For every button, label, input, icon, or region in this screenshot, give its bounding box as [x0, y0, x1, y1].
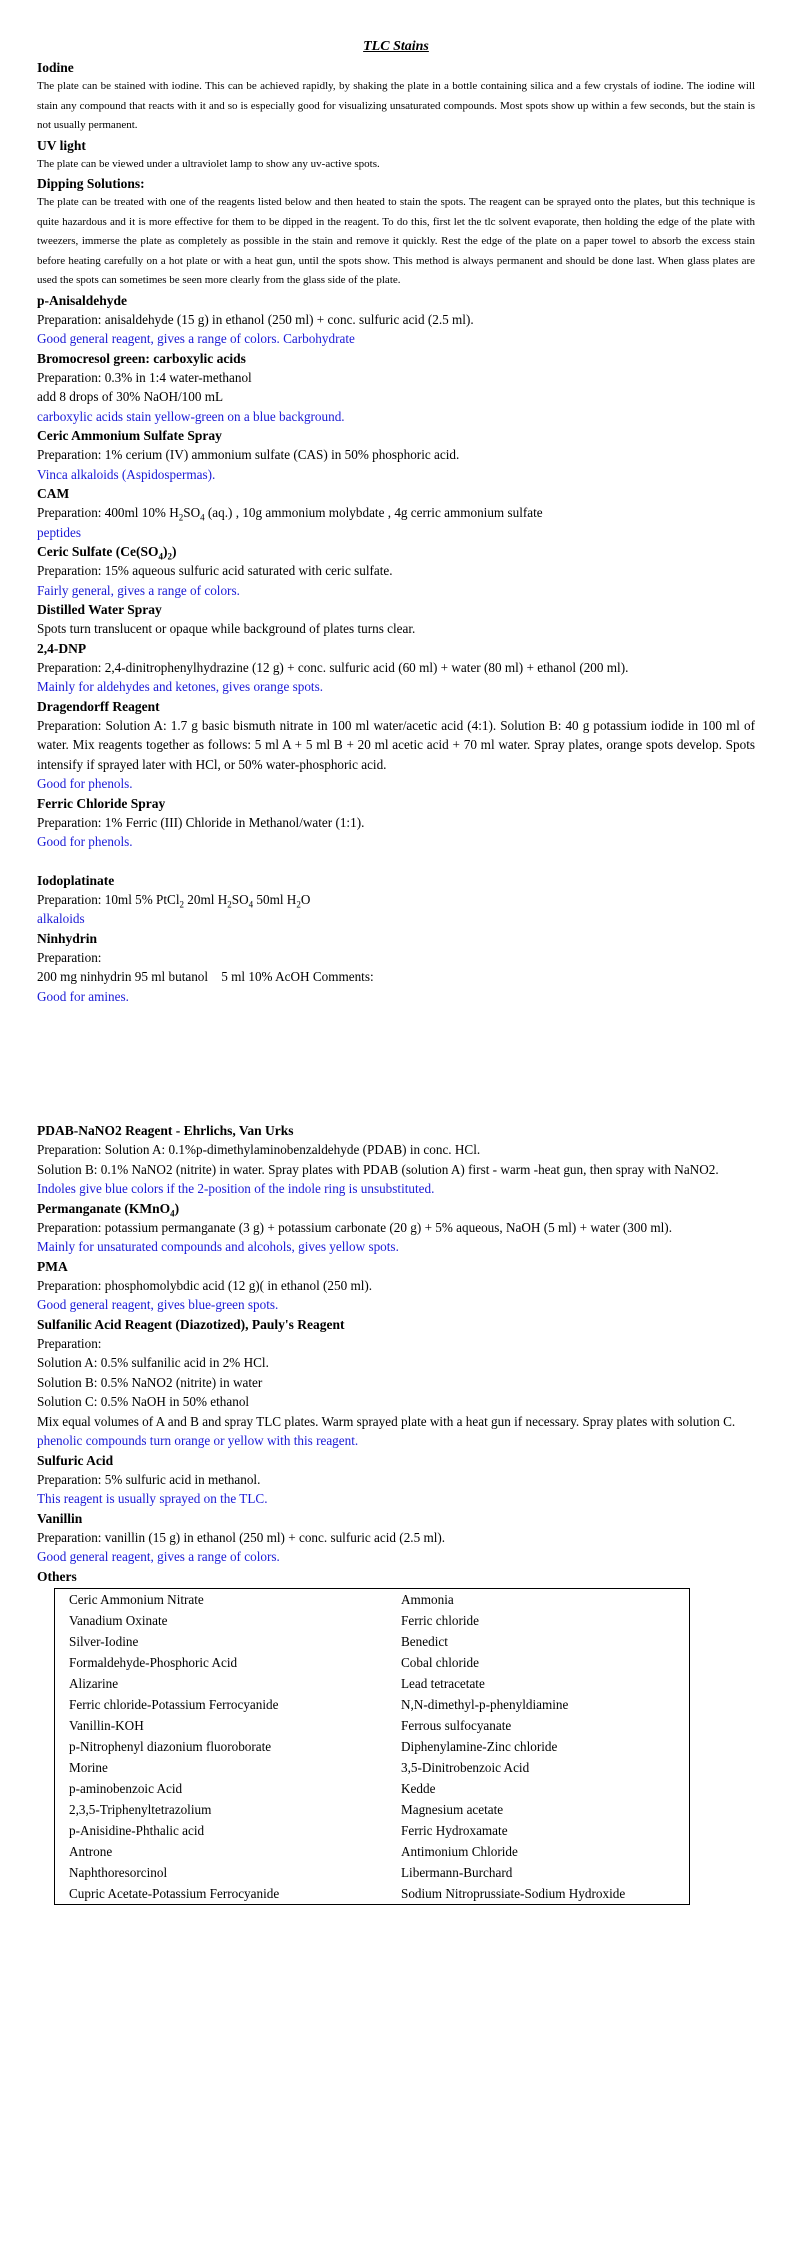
section-heading-dragendorff: Dragendorff Reagent [37, 698, 160, 714]
section-heading-uv: UV light [37, 137, 86, 153]
section-heading-sulfanilic: Sulfanilic Acid Reagent (Diazotized), Pauly's Reagent [37, 1316, 345, 1332]
table-row [55, 1652, 690, 1673]
pma-prep: Preparation: phosphomolybdic acid (12 g)( in ethanol (250 ml). [37, 1277, 373, 1293]
table-cell: Ferric chloride-Potassium Ferrocyanide [69, 1696, 279, 1712]
vanillin-prep: Preparation: vanillin (15 g) in ethanol (250 ml) + conc. sulfuric acid (2.5 ml). [37, 1529, 446, 1545]
sulfanilic-prep-2: Solution A: 0.5% sulfanilic acid in 2% HCl. [37, 1355, 269, 1370]
permanganate-prep: Preparation: potassium permanganate (3 g) + potassium carbonate (20 g) + 5% aqueous, NaOH (5 ml) + water (300 ml). [37, 1219, 672, 1235]
table-cell: N,N-dimethyl-p-phenyldiamine [401, 1696, 569, 1712]
sulfanilic-prep-3: Solution B: 0.5% NaNO2 (nitrite) in water [37, 1374, 263, 1390]
dipping-text: The plate can be treated with one of the reagents listed below and then heated to stain the spots. The reagent can be sprayed onto the plates, but this technique is quite hazardous and it is more effective for them to be dipped in the reagent. To do this, first let the tlc solvent evaporate, then holding the edge of the plate with tweezers, immerse the plate as completely as possible in the stain and remove it quickly. Rest the edge of the plate on a paper towel to absorb the excess stain before heating carefully on a hot plate or with a heat gun, until the spots show. This method is always permanent and should be done last. When glass plates are used the spots can sometimes be seen more clearly from the glass side of the plate. [37, 196, 755, 286]
pdab-prep-1: Preparation: Solution A: 0.1%p-dimethylaminobenzaldehyde (PDAB) in conc. HCl. [37, 1142, 481, 1157]
bromocresol-prep-2: add 8 drops of 30% NaOH/100 mL [37, 389, 224, 404]
table-cell: Ferric Hydroxamate [401, 1822, 508, 1838]
section-heading-cas: Ceric Ammonium Sulfate Spray [37, 428, 222, 443]
table-row [55, 1715, 690, 1736]
table-cell: Sodium Nitroprussiate-Sodium Hydroxide [401, 1885, 626, 1901]
pma-note: Good general reagent, gives blue-green spots. [37, 1297, 279, 1312]
table-cell: p-aminobenzoic Acid [69, 1780, 183, 1796]
table-cell: Morine [69, 1759, 108, 1775]
section-heading-ceric-sulfate: Ceric Sulfate $(Ce(SO_4)_2)$ [37, 544, 177, 562]
uv-text: The plate can be viewed under a ultraviolet lamp to show any uv-active spots. [37, 157, 380, 170]
table-cell: Antimonium Chloride [401, 1843, 518, 1859]
ceric-sulfate-prep: Preparation: 15% aqueous sulfuric acid saturated with ceric sulfate. [37, 563, 393, 578]
ninhydrin-prep-1: Preparation: [37, 949, 102, 965]
table-row [55, 1820, 690, 1841]
table-cell: Cobal chloride [401, 1654, 480, 1670]
table-row [55, 1694, 690, 1715]
iodoplatinate-prep: Preparation: 10ml 5% PtCl$_2$ 20ml $H_2SO_4$ 50ml $H_2O$ [37, 891, 311, 910]
page-title: TLC Stains [363, 39, 429, 54]
table-cell: p-Anisidine-Phthalic acid [69, 1822, 205, 1838]
table-row [55, 1757, 690, 1778]
sulfuric-acid-note: This reagent is usually sprayed on the TLC. [37, 1491, 268, 1506]
document-page [37, 38, 755, 1905]
table-cell: Formaldehyde-Phosphoric Acid [69, 1654, 238, 1670]
table-row [55, 1610, 690, 1631]
section-heading-distilled-water: Distilled Water Spray [37, 602, 162, 617]
anisaldehyde-prep: Preparation: anisaldehyde (15 g) in ethanol (250 ml) + conc. sulfuric acid (2.5 ml). [37, 311, 474, 327]
bromocresol-prep-1: Preparation: 0.3% in 1:4 water-methanol [37, 369, 252, 385]
dnp-note: Mainly for aldehydes and ketones, gives orange spots. [37, 679, 324, 694]
table-row [55, 1631, 690, 1652]
iodoplatinate-note: alkaloids [37, 911, 85, 926]
sulfanilic-prep-4: Solution C: 0.5% NaOH in 50% ethanol [37, 1394, 250, 1409]
section-heading-pma: PMA [37, 1258, 68, 1274]
section-heading-cam: CAM [37, 486, 70, 501]
permanganate-note: Mainly for unsaturated compounds and alcohols, gives yellow spots. [37, 1239, 399, 1254]
dragendorff-note: Good for phenols. [37, 776, 133, 791]
table-cell: Diphenylamine-Zinc chloride [401, 1738, 558, 1754]
sulfanilic-note: phenolic compounds turn orange or yellow with this reagent. [37, 1433, 359, 1448]
section-heading-dipping: Dipping Solutions: [37, 176, 145, 191]
table-cell: Ammonia [401, 1591, 454, 1607]
section-heading-dnp: 2,4-DNP [37, 640, 87, 656]
section-heading-vanillin: Vanillin [37, 1510, 83, 1526]
section-heading-iodine: Iodine [37, 60, 74, 75]
pdab-note: Indoles give blue colors if the 2-position of the indole ring is unsubstituted. [37, 1181, 435, 1196]
spacer [37, 852, 755, 871]
table-cell: Silver-Iodine [69, 1633, 139, 1649]
table-row [55, 1588, 690, 1610]
ferric-chloride-note: Good for phenols. [37, 834, 133, 849]
table-row [55, 1673, 690, 1694]
table-cell: Libermann-Burchard [401, 1864, 513, 1880]
distilled-water-text: Spots turn translucent or opaque while background of plates turns clear. [37, 621, 416, 636]
cas-prep: Preparation: 1% cerium (IV) ammonium sulfate (CAS) in 50% phosphoric acid. [37, 447, 460, 462]
section-heading-ninhydrin: Ninhydrin [37, 930, 98, 946]
section-heading-sulfuric-acid: Sulfuric Acid [37, 1452, 114, 1468]
table-cell: Ferrous sulfocyanate [401, 1717, 512, 1733]
table-row [55, 1736, 690, 1757]
table-row [55, 1841, 690, 1862]
ferric-chloride-prep: Preparation: 1% Ferric (III) Chloride in Methanol/water (1:1). [37, 814, 365, 830]
table-row [55, 1778, 690, 1799]
dragendorff-prep: Preparation: Solution A: 1.7 g basic bismuth nitrate in 100 ml water/acetic acid (4:1). Solution B: 40 g potassium iodide in 100 ml of water. Mix reagents together as follows: 5 ml A + 5 ml B + 20 ml acetic acid + 70 ml water. Spray plates, orange spots develop. Spots intensify if sprayed later with HCl, or 50% water-phosphoric acid. [37, 717, 755, 772]
others-table-body [55, 1588, 690, 1904]
table-cell: Ferric chloride [401, 1612, 479, 1628]
section-heading-anisaldehyde: p-Anisaldehyde [37, 292, 128, 308]
others-table [54, 1588, 690, 1905]
table-cell: Vanillin-KOH [69, 1717, 144, 1733]
dnp-prep: Preparation: 2,4-dinitrophenylhydrazine (12 g) + conc. sulfuric acid (60 ml) + water (80 ml) + ethanol (200 ml). [37, 659, 629, 675]
section-heading-iodoplatinate: Iodoplatinate [37, 872, 115, 888]
table-cell: Cupric Acetate-Potassium Ferrocyanide [69, 1885, 280, 1901]
bromocresol-note: carboxylic acids stain yellow-green on a blue background. [37, 408, 345, 424]
pdab-prep-2: Solution B: 0.1% NaNO2 (nitrite) in water. Spray plates with PDAB (solution A) first - warm -heat gun, then spray with NaNO2. [37, 1161, 719, 1177]
sulfuric-acid-prep: Preparation: 5% sulfuric acid in methanol. [37, 1471, 261, 1487]
table-cell: Ceric Ammonium Nitrate [69, 1591, 204, 1607]
spacer [37, 1006, 755, 1121]
table-row [55, 1799, 690, 1820]
table-cell: 3,5-Dinitrobenzoic Acid [401, 1759, 530, 1775]
cam-prep: Preparation: 400ml 10% $H_2SO_4$ (aq.) , 10g ammonium molybdate , 4g cerric ammonium sulfate [37, 505, 543, 523]
ninhydrin-prep-2: 200 mg ninhydrin 95 ml butanol 5 ml 10% AcOH Comments: [37, 969, 374, 984]
table-row [55, 1862, 690, 1883]
table-cell: Vanadium Oxinate [69, 1612, 168, 1628]
section-heading-ferric-chloride: Ferric Chloride Spray [37, 795, 166, 811]
table-cell: p-Nitrophenyl diazonium fluoroborate [69, 1738, 272, 1754]
table-cell: Magnesium acetate [401, 1801, 504, 1817]
sulfanilic-prep-5: Mix equal volumes of A and B and spray TLC plates. Warm sprayed plate with a heat gun if necessary. Spray plates with solution C. [37, 1413, 736, 1429]
table-cell: Lead tetracetate [401, 1675, 485, 1691]
section-heading-permanganate: Permanganate (KMnO$_4$) [37, 1200, 180, 1219]
table-cell: 2,3,5-Triphenyltetrazolium [69, 1801, 212, 1817]
sulfanilic-prep-1: Preparation: [37, 1335, 102, 1351]
table-cell: Benedict [401, 1633, 448, 1649]
ninhydrin-note: Good for amines. [37, 988, 129, 1004]
table-cell: Antrone [69, 1843, 113, 1859]
section-heading-others: Others [37, 1568, 77, 1584]
table-cell: Kedde [401, 1780, 436, 1796]
table-cell: Alizarine [69, 1675, 119, 1691]
iodine-text: The plate can be stained with iodine. This can be achieved rapidly, by shaking the plate in a bottle containing silica and a few crystals of iodine. The iodine will stain any compound that reacts with it and so is especially good for visualizing unsaturated compounds. Most spots show up within a few seconds, but the stain is not usually permanent. [37, 80, 755, 131]
section-heading-bromocresol: Bromocresol green: carboxylic acids [37, 350, 246, 366]
cam-note: peptides [37, 524, 81, 540]
section-heading-pdab: PDAB-NaNO2 Reagent - Ehrlichs, Van Urks [37, 1123, 294, 1138]
table-cell: Naphthoresorcinol [69, 1864, 168, 1880]
ceric-sulfate-note: Fairly general, gives a range of colors. [37, 582, 240, 598]
table-row [55, 1883, 690, 1905]
cas-note: Vinca alkaloids (Aspidospermas). [37, 466, 216, 482]
vanillin-note: Good general reagent, gives a range of colors. [37, 1549, 280, 1564]
anisaldehyde-note: Good general reagent, gives a range of colors. Carbohydrate [37, 331, 355, 346]
